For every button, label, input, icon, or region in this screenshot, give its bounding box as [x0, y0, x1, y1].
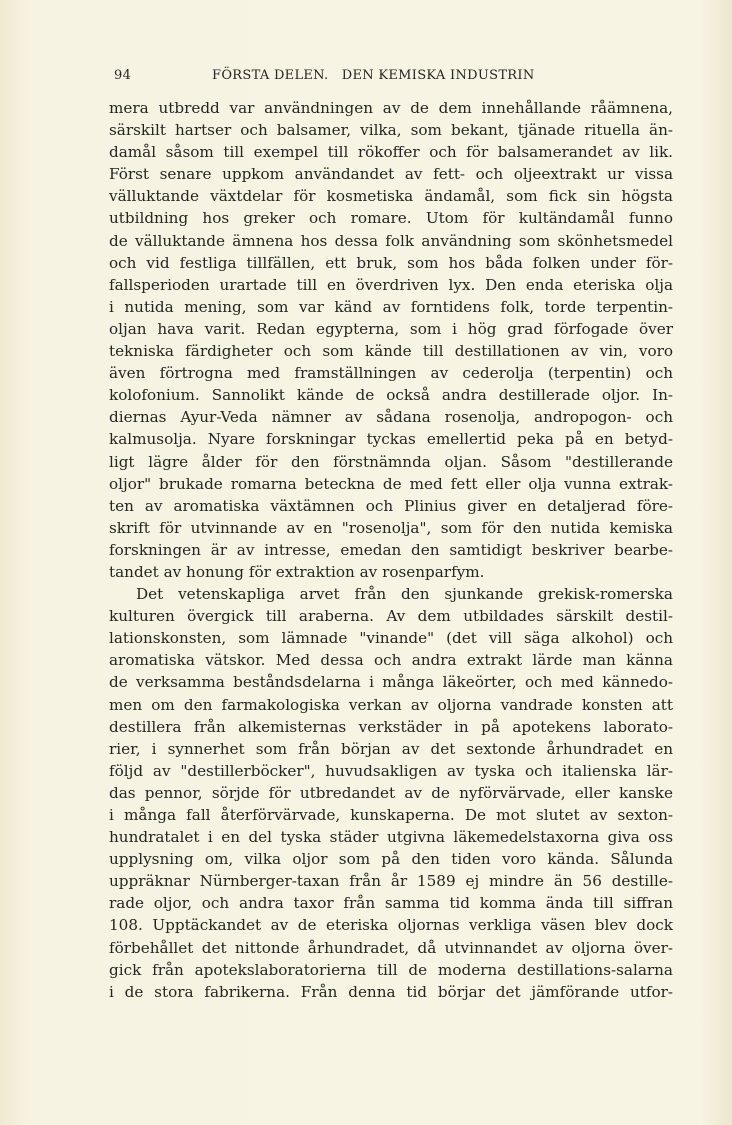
- text-line: följd av "destillerböcker", huvudsakligen av tyska och italienska lär-: [109, 761, 673, 780]
- text-line: välluktande växtdelar för kosmetiska ändamål, som fick sin högsta: [109, 187, 673, 206]
- text-line: rade oljor, och andra taxor från samma tid komma ända till siffran: [109, 894, 673, 913]
- text-line: forskningen är av intresse, emedan den samtidigt beskriver bearbe-: [109, 540, 673, 559]
- text-line: Först senare uppkom användandet av fett- och oljeextrakt ur vissa: [109, 165, 673, 184]
- text-line: även förtrogna med framställningen av cederolja (terpentin) och: [109, 364, 673, 383]
- page-number: 94: [114, 68, 132, 83]
- text-line: kulturen övergick till araberna. Av dem utbildades särskilt destil-: [109, 607, 673, 626]
- text-line: de välluktande ämnena hos dessa folk användning som skönhetsmedel: [109, 231, 673, 250]
- text-line: särskilt hartser och balsamer, vilka, som bekant, tjänade rituella än-: [109, 121, 673, 140]
- text-line: damål såsom till exempel till rökoffer och för balsamerandet av lik.: [109, 143, 673, 162]
- page-header: [114, 68, 670, 88]
- text-line: kolofonium. Sannolikt kände de också andra destillerade oljor. In-: [109, 386, 673, 405]
- text-line: gick från apotekslaboratorierna till de moderna destillations-salarna: [109, 960, 673, 979]
- text-line: oljor" brukade romarna beteckna de med fett eller olja vunna extrak-: [109, 474, 673, 493]
- text-line: skrift för utvinnande av en "rosenolja", som för den nutida kemiska: [109, 518, 673, 537]
- text-line: ligt lägre ålder för den förstnämnda oljan. Såsom "destillerande: [109, 452, 673, 471]
- text-line: upplysning om, vilka oljor som på den tiden voro kända. Sålunda: [109, 850, 673, 869]
- text-line: ten av aromatiska växtämnen och Plinius giver en detaljerad före-: [109, 496, 673, 515]
- text-line: i många fall återförvärvade, kunskaperna. De mot slutet av sexton-: [109, 806, 673, 824]
- text-line: utbildning hos greker och romare. Utom för kultändamål funno: [109, 209, 673, 228]
- text-line: rier, i synnerhet som från början av det sextonde århundradet en: [109, 739, 673, 758]
- text-line: men om den farmakologiska verkan av oljorna vandrade konsten att: [109, 695, 673, 714]
- text-line: tandet av honung för extraktion av rosenparfym.: [109, 562, 485, 581]
- text-line: Det vetenskapliga arvet från den sjunkande grekisk-romerska: [136, 585, 673, 604]
- text-line: das pennor, sörjde för utbredandet av de nyförvärvade, eller kanske: [109, 783, 673, 802]
- text-line: fallsperioden urartade till en överdriven lyx. Den enda eteriska olja: [109, 275, 673, 294]
- text-line: förbehållet det nittonde århundradet, då utvinnandet av oljorna över-: [109, 938, 673, 957]
- text-line: de verksamma beståndsdelarna i många läkeörter, och med kännedo-: [109, 673, 673, 692]
- text-line: lationskonsten, som lämnade "vinande" (det vill säga alkohol) och: [109, 629, 673, 648]
- text-line: 108. Upptäckandet av de eteriska oljornas verkliga väsen blev dock: [109, 916, 673, 935]
- text-line: uppräknar Nürnberger-taxan från år 1589 ej mindre än 56 destille-: [109, 872, 673, 891]
- paragraph: [109, 583, 673, 1003]
- text-line: aromatiska vätskor. Med dessa och andra extrakt lärde man känna: [109, 651, 673, 670]
- text-line: diernas Ayur-Veda nämner av sådana rosenolja, andropogon- och: [109, 408, 673, 427]
- text-line: oljan hava varit. Redan egypterna, som i hög grad förfogade över: [109, 319, 673, 338]
- text-line: mera utbredd var användningen av de dem innehållande råämnena,: [109, 99, 673, 117]
- text-line: kalmusolja. Nyare forskningar tyckas emellertid peka på en betyd-: [109, 430, 673, 449]
- text-line: och vid festliga tillfällen, ett bruk, som hos båda folken under för-: [109, 253, 673, 272]
- paragraph: [109, 97, 673, 583]
- body-text: [109, 97, 673, 1003]
- text-line: tekniska färdigheter och som kände till destillationen av vin, voro: [109, 342, 673, 361]
- text-line: i de stora fabrikerna. Från denna tid börjar det jämförande utfor-: [109, 982, 673, 1001]
- running-title: FÖRSTA DELEN. DEN KEMISKA INDUSTRIN: [212, 68, 535, 83]
- text-line: hundratalet i en del tyska städer utgivna läkemedelstaxorna giva oss: [109, 828, 673, 847]
- text-line: i nutida mening, som var känd av forntidens folk, torde terpentin-: [109, 297, 673, 316]
- text-line: destillera från alkemisternas verkstäder in på apotekens laborato-: [109, 717, 673, 736]
